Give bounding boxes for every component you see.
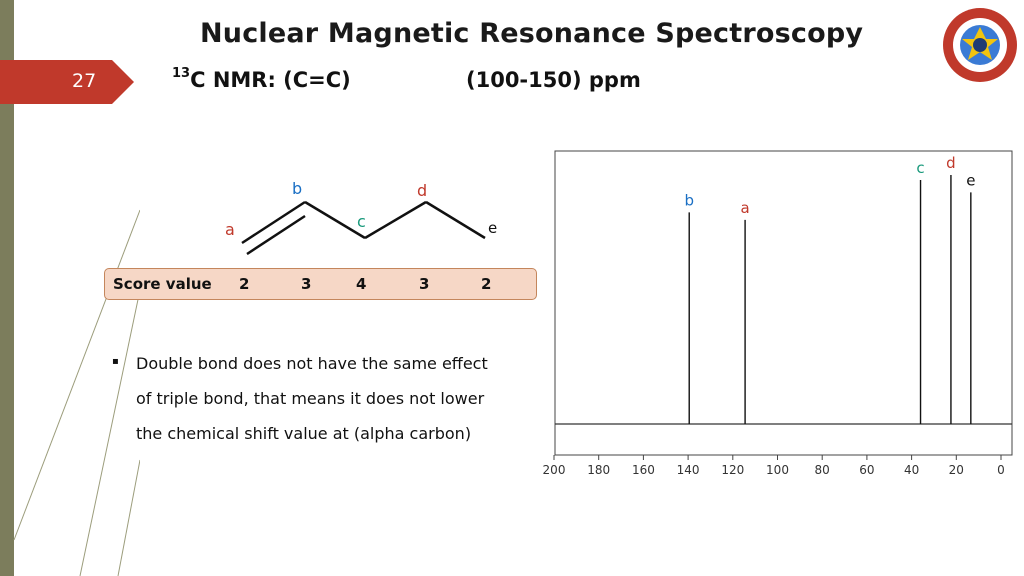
bullet-square-icon: ▪ [112,356,119,367]
x-tick-label-120: 120 [721,463,745,477]
slide-title: Nuclear Magnetic Resonance Spectroscopy [200,18,864,49]
ppm-range: (100-150) ppm [466,68,641,92]
x-tick-label-200: 200 [542,463,566,477]
x-tick-label-100: 100 [766,463,789,477]
carbon-label-c: c [357,212,366,231]
bond-de [426,202,485,238]
bond-cd [365,202,426,238]
x-tick-label-140: 140 [676,463,700,477]
carbon-label-b: b [292,179,303,198]
score-value-e: 2 [481,275,492,293]
peak-label-d: d [946,154,956,172]
bullet-line-3: the chemical shift value at (alpha carbon) [136,424,472,443]
slide-number: 27 [72,70,97,92]
x-tick-label-0: 0 [997,463,1005,477]
x-tick-label-80: 80 [814,463,830,477]
peak-label-a: a [740,198,750,217]
x-tick-label-180: 180 [587,463,611,477]
score-value-b: 3 [301,275,312,293]
pentene-structure [215,175,515,255]
isotope-superscript: 13 [172,66,191,81]
score-value-row [104,268,537,300]
plot-frame [555,151,1012,455]
peak-label-c: c [916,158,925,177]
score-label: Score value [113,275,212,293]
score-value-d: 3 [419,275,430,293]
peak-label-b: b [684,191,694,210]
university-seal-icon [940,5,1020,85]
slide-subtitle [172,68,351,92]
score-value-a: 2 [239,275,250,293]
carbon-label-e: e [488,219,498,237]
x-tick-label-20: 20 [948,463,964,477]
peak-label-e: e [966,171,976,190]
carbon-label-d: d [417,181,428,200]
x-tick-label-60: 60 [859,463,875,477]
carbon-label-a: a [225,220,235,239]
bond-bc [305,202,365,238]
x-tick-label-40: 40 [903,463,920,477]
slide-number-tab [0,60,134,104]
subtitle-text: C NMR: (C=C) [190,68,351,92]
c13-nmr-spectrum-chart [540,145,1020,485]
x-tick-label-160: 160 [631,463,655,477]
bullet-line-1: Double bond does not have the same effect [136,354,488,373]
score-value-c: 4 [356,275,367,293]
bullet-line-2: of triple bond, that means it does not lower [136,389,485,408]
